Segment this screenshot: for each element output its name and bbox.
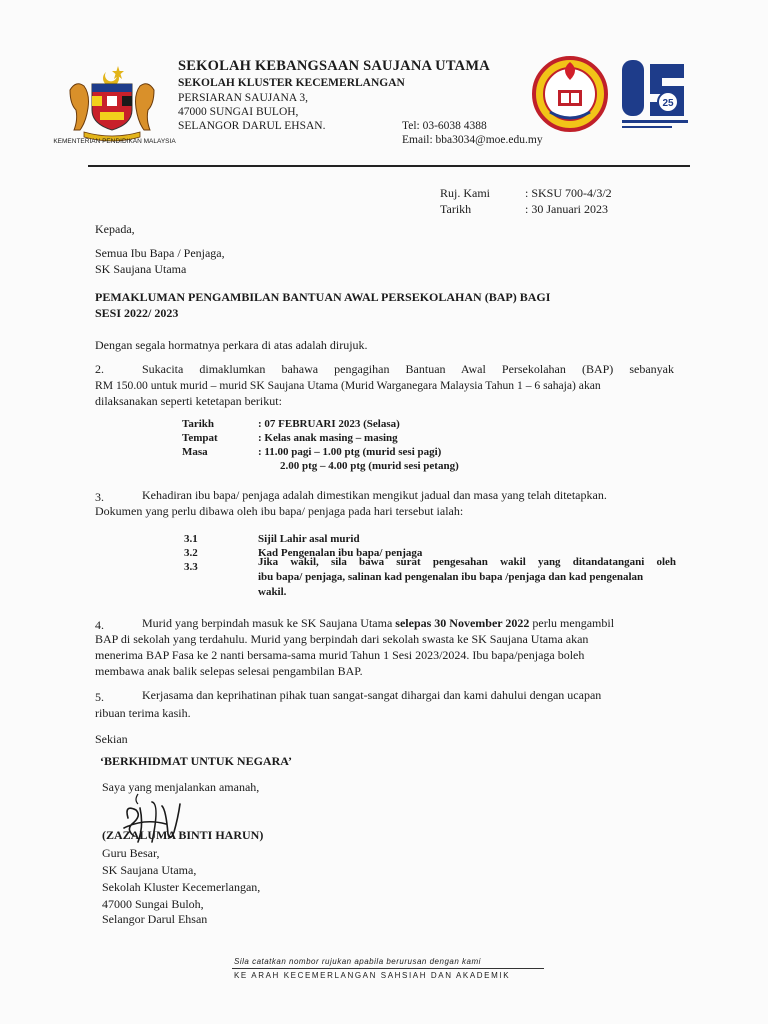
para-4-text-c: perlu mengambil bbox=[529, 616, 615, 630]
footer-note: Sila catatkan nombor rujukan apabila berurusan dengan kami bbox=[234, 957, 481, 966]
date-label: Tarikh bbox=[440, 202, 472, 216]
school-name: SEKOLAH KEBANGSAAN SAUJANA UTAMA bbox=[178, 58, 490, 74]
logo-25-text: 25 bbox=[662, 98, 674, 109]
detail-time-value-2: 2.00 ptg – 4.00 ptg (murid sesi petang) bbox=[280, 460, 459, 472]
ministry-caption: KEMENTERIAN PENDIDIKAN MALAYSIA bbox=[53, 138, 176, 145]
para-4-text-a: Murid yang berpindah masuk ke SK Saujana Utama bbox=[142, 616, 396, 630]
signatory-title-2: SK Saujana Utama, bbox=[102, 863, 197, 877]
salutation: Kepada, bbox=[95, 222, 135, 236]
school-logo-icon bbox=[530, 54, 610, 134]
para-3-line-2: Dokumen yang perlu dibawa oleh ibu bapa/ penjaga pada hari tersebut ialah: bbox=[95, 504, 464, 518]
para-5-line-1: Kerjasama dan keprihatinan pihak tuan sangat-sangat dihargai dan kami dahului dengan ucapan bbox=[142, 688, 602, 702]
telephone: Tel: 03-6038 4388 bbox=[402, 120, 487, 132]
recipient-line-1: Semua Ibu Bapa / Penjaga, bbox=[95, 246, 225, 260]
para-4-line-2: BAP di sekolah yang terdahulu. Murid yang berpindah dari sekolah swasta ke SK Saujana Utama akan bbox=[95, 632, 589, 646]
para-3-number: 3. bbox=[95, 490, 104, 504]
detail-time-value-1: : 11.00 pagi – 1.00 ptg (murid sesi pagi) bbox=[258, 446, 442, 458]
ref-label: Ruj. Kami bbox=[440, 186, 490, 200]
closing-sekian: Sekian bbox=[95, 732, 128, 746]
anniversary-25-logo-icon bbox=[620, 56, 690, 136]
footer-divider bbox=[232, 968, 544, 969]
doc-1-text: Sijil Lahir asal murid bbox=[258, 533, 360, 545]
ref-value: : SKSU 700-4/3/2 bbox=[525, 186, 612, 200]
recipient-line-2: SK Saujana Utama bbox=[95, 262, 187, 276]
doc-2-number: 3.2 bbox=[184, 547, 198, 559]
detail-place-value: : Kelas anak masing – masing bbox=[258, 432, 398, 444]
detail-date-value: : 07 FEBRUARI 2023 (Selasa) bbox=[258, 418, 400, 430]
doc-1-number: 3.1 bbox=[184, 533, 198, 545]
detail-place-label: Tempat bbox=[182, 432, 218, 444]
detail-time-label: Masa bbox=[182, 446, 208, 458]
signatory-title-4: 47000 Sungai Buloh, bbox=[102, 897, 204, 911]
signatory-title-5: Selangor Darul Ehsan bbox=[102, 912, 208, 926]
para-4-number: 4. bbox=[95, 618, 104, 632]
closing-motto: ‘BERKHIDMAT UNTUK NEGARA’ bbox=[100, 754, 293, 768]
para-2-number: 2. bbox=[95, 362, 104, 376]
footer-motto: KE ARAH KECEMERLANGAN SAHSIAH DAN AKADEMIK bbox=[234, 971, 511, 980]
para-5-number: 5. bbox=[95, 690, 104, 704]
para-4-line-3: menerima BAP Fasa ke 2 nanti bersama-sama murid Tahun 1 Sesi 2023/2024. Ibu bapa/penjaga boleh bbox=[95, 648, 585, 662]
para-3-line-1: Kehadiran ibu bapa/ penjaga adalah dimestikan mengikut jadual dan masa yang telah ditetapkan. bbox=[142, 488, 607, 502]
malaysia-coat-of-arms-icon bbox=[62, 62, 162, 142]
address-line-1: PERSIARAN SAUJANA 3, bbox=[178, 92, 309, 104]
subject-title bbox=[95, 289, 655, 321]
signatory-title-3: Sekolah Kluster Kecemerlangan, bbox=[102, 880, 261, 894]
subject-line-2: SESI 2022/ 2023 bbox=[95, 306, 179, 320]
signatory-title-1: Guru Besar, bbox=[102, 846, 160, 860]
para-4-emphasis: selepas 30 November 2022 bbox=[395, 616, 530, 630]
header-divider bbox=[88, 165, 690, 167]
doc-3-number: 3.3 bbox=[184, 561, 198, 573]
doc-3-text-line-2: ibu bapa/ penjaga, salinan kad pengenalan ibu bapa /penjaga dan kad pengenalan bbox=[258, 571, 644, 583]
date-value: : 30 Januari 2023 bbox=[525, 202, 608, 216]
closing-amanah: Saya yang menjalankan amanah, bbox=[102, 780, 260, 794]
email: Email: bba3034@moe.edu.my bbox=[402, 134, 543, 146]
detail-date-label: Tarikh bbox=[182, 418, 215, 430]
para-2-line-3: dilaksanakan seperti ketetapan berikut: bbox=[95, 394, 282, 408]
opening-line: Dengan segala hormatnya perkara di atas adalah dirujuk. bbox=[95, 338, 368, 352]
para-5-line-2: ribuan terima kasih. bbox=[95, 706, 191, 720]
address-line-3: SELANGOR DARUL EHSAN. bbox=[178, 120, 326, 132]
para-4-line-4: membawa anak balik selepas selesai pengambilan BAP. bbox=[95, 664, 363, 678]
subject-line-1: PEMAKLUMAN PENGAMBILAN BANTUAN AWAL PERSEKOLAHAN (BAP) BAGI bbox=[95, 290, 551, 304]
para-4-line-1 bbox=[142, 616, 682, 631]
signatory-name: (ZAZALUMA BINTI HARUN) bbox=[102, 828, 264, 842]
doc-2-text: Kad Pengenalan ibu bapa/ penjaga bbox=[258, 547, 423, 559]
address-line-2: 47000 SUNGAI BULOH, bbox=[178, 106, 299, 118]
doc-3-text-line-1: Jika wakil, sila bawa surat pengesahan wakil yang ditandatangani oleh bbox=[258, 556, 676, 568]
doc-3-text-line-3: wakil. bbox=[258, 586, 287, 598]
para-2-line-2: RM 150.00 untuk murid – murid SK Saujana Utama (Murid Warganegara Malaysia Tahun 1 – 6 sahaja) akan bbox=[95, 379, 601, 392]
school-subtitle: SEKOLAH KLUSTER KECEMERLANGAN bbox=[178, 77, 405, 89]
para-2-line-1: Sukacita dimaklumkan bahawa pengagihan Bantuan Awal Persekolahan (BAP) sebanyak bbox=[142, 362, 674, 376]
